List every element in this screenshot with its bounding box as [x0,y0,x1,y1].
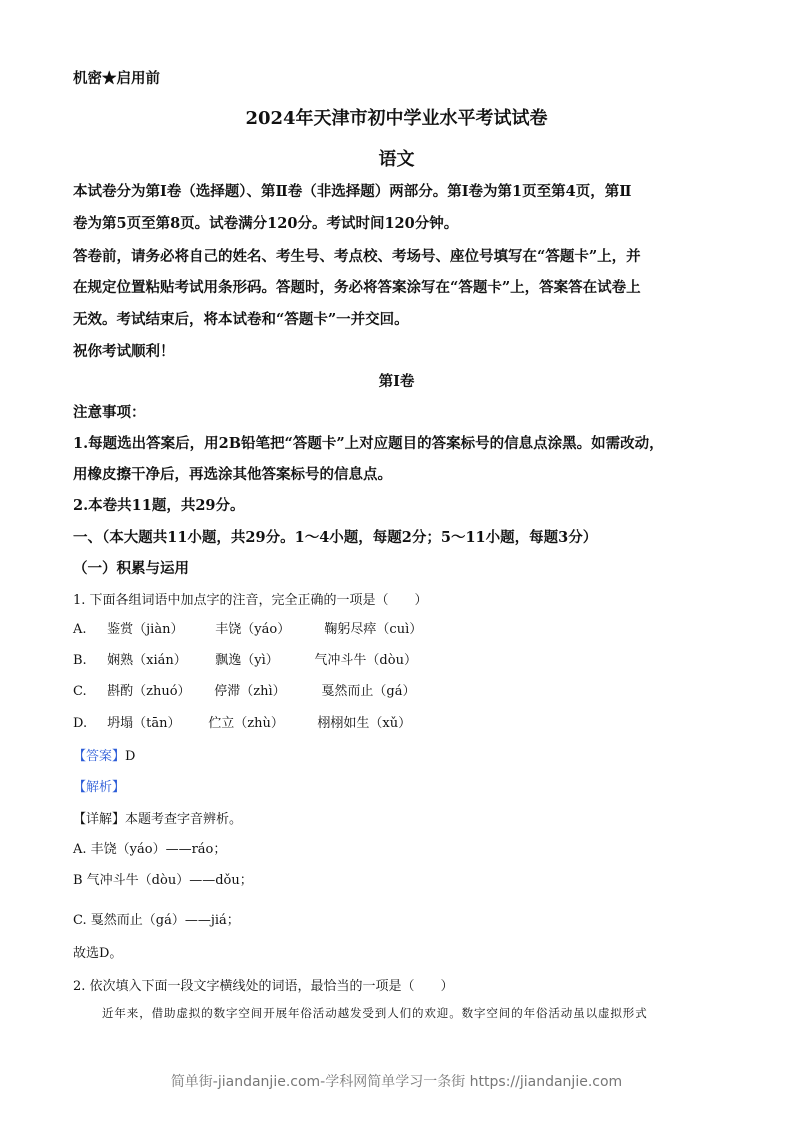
q1-explain-c: C. 戛然而止（gá）——jiá； [73,913,240,928]
notice-2: 2.本卷共11题，共29分。 [73,497,245,514]
option-word-3: 气冲斗牛（dòu） [314,653,417,668]
intro-line-3: 答卷前，请务必将自己的姓名、考生号、考点校、考场号、座位号填写在“答题卡”上，并 [73,248,641,265]
q1-option-a [73,618,422,637]
volume-heading: 第Ⅰ卷 [378,373,415,390]
exam-title: 2024年天津市初中学业水平考试试卷 [245,108,548,129]
notice-title: 注意事项： [73,404,146,421]
q2-stem: 2. 依次填入下面一段文字横线处的词语，最恰当的一项是（ ） [73,979,454,994]
q1-detail: 【详解】本题考查字音辨析。 [73,812,243,827]
q1-conclusion: 故选D。 [73,946,123,961]
option-label: A. [73,622,87,637]
section-heading: 一、（本大题共11小题，共29分。1～4小题，每题2分；5～11小题，每题3分） [73,529,598,546]
answer-label: 【答案】 [73,749,126,764]
option-word-1: 坍塌（tān） [107,716,181,731]
answer-value: D [125,749,136,764]
option-word-3: 栩栩如生（xǔ） [317,716,412,731]
intro-line-6: 祝你考试顺利！ [73,343,175,360]
option-label: B. [73,653,87,668]
subsection-heading: （一）积累与运用 [73,560,189,577]
q1-answer [73,745,135,764]
intro-line-4: 在规定位置粘贴考试用条形码。答题时，务必将答案涂写在“答题卡”上，答案答在试卷上 [73,279,641,296]
option-word-3: 戛然而止（gá） [321,684,416,699]
option-word-2: 丰饶（yáo） [215,622,291,637]
subject-title: 语文 [378,149,415,170]
option-label: C. [73,684,87,699]
option-word-2: 停滞（zhì） [214,684,286,699]
option-label: D. [73,716,88,731]
notice-1a: 1.每题选出答案后，用2B铅笔把“答题卡”上对应题目的答案标号的信息点涂黑。如需改动， [73,435,664,452]
option-word-1: 斟酌（zhuó） [107,684,191,699]
q1-stem: 1. 下面各组词语中加点字的注音，完全正确的一项是（ ） [73,593,428,608]
option-word-1: 鉴赏（jiàn） [107,622,184,637]
q1-explain-a: A. 丰饶（yáo）——ráo； [73,842,227,857]
q1-option-c [73,680,416,699]
q1-option-d [73,712,411,731]
q1-explain-b: B 气冲斗牛（dòu）——dǒu； [73,873,253,888]
option-word-1: 娴熟（xián） [107,653,187,668]
notice-1b: 用橡皮擦干净后，再选涂其他答案标号的信息点。 [73,466,392,483]
option-word-2: 飘逸（yì） [215,653,279,668]
intro-line-2: 卷为第5页至第8页。试卷满分120分。考试时间120分钟。 [73,215,459,232]
intro-line-1: 本试卷分为第Ⅰ卷（选择题）、第Ⅱ卷（非选择题）两部分。第Ⅰ卷为第1页至第4页，第Ⅱ [73,183,632,200]
q1-option-b [73,649,417,668]
q1-analysis-label: 【解析】 [73,780,126,795]
option-word-2: 伫立（zhù） [208,716,284,731]
q2-passage: 近年来，借助虚拟的数字空间开展年俗活动越发受到人们的欢迎。数字空间的年俗活动虽以虚拟形式 [102,1006,648,1020]
option-word-3: 鞠躬尽瘁（cuì） [324,622,423,637]
intro-line-5: 无效。考试结束后，将本试卷和“答题卡”一并交回。 [73,311,409,328]
confidential-label: 机密★启用前 [73,70,160,87]
site-footer: 简单街-jiandanjie.com-学科网简单学习一条街 https://jiandanjie.com [170,1074,623,1090]
